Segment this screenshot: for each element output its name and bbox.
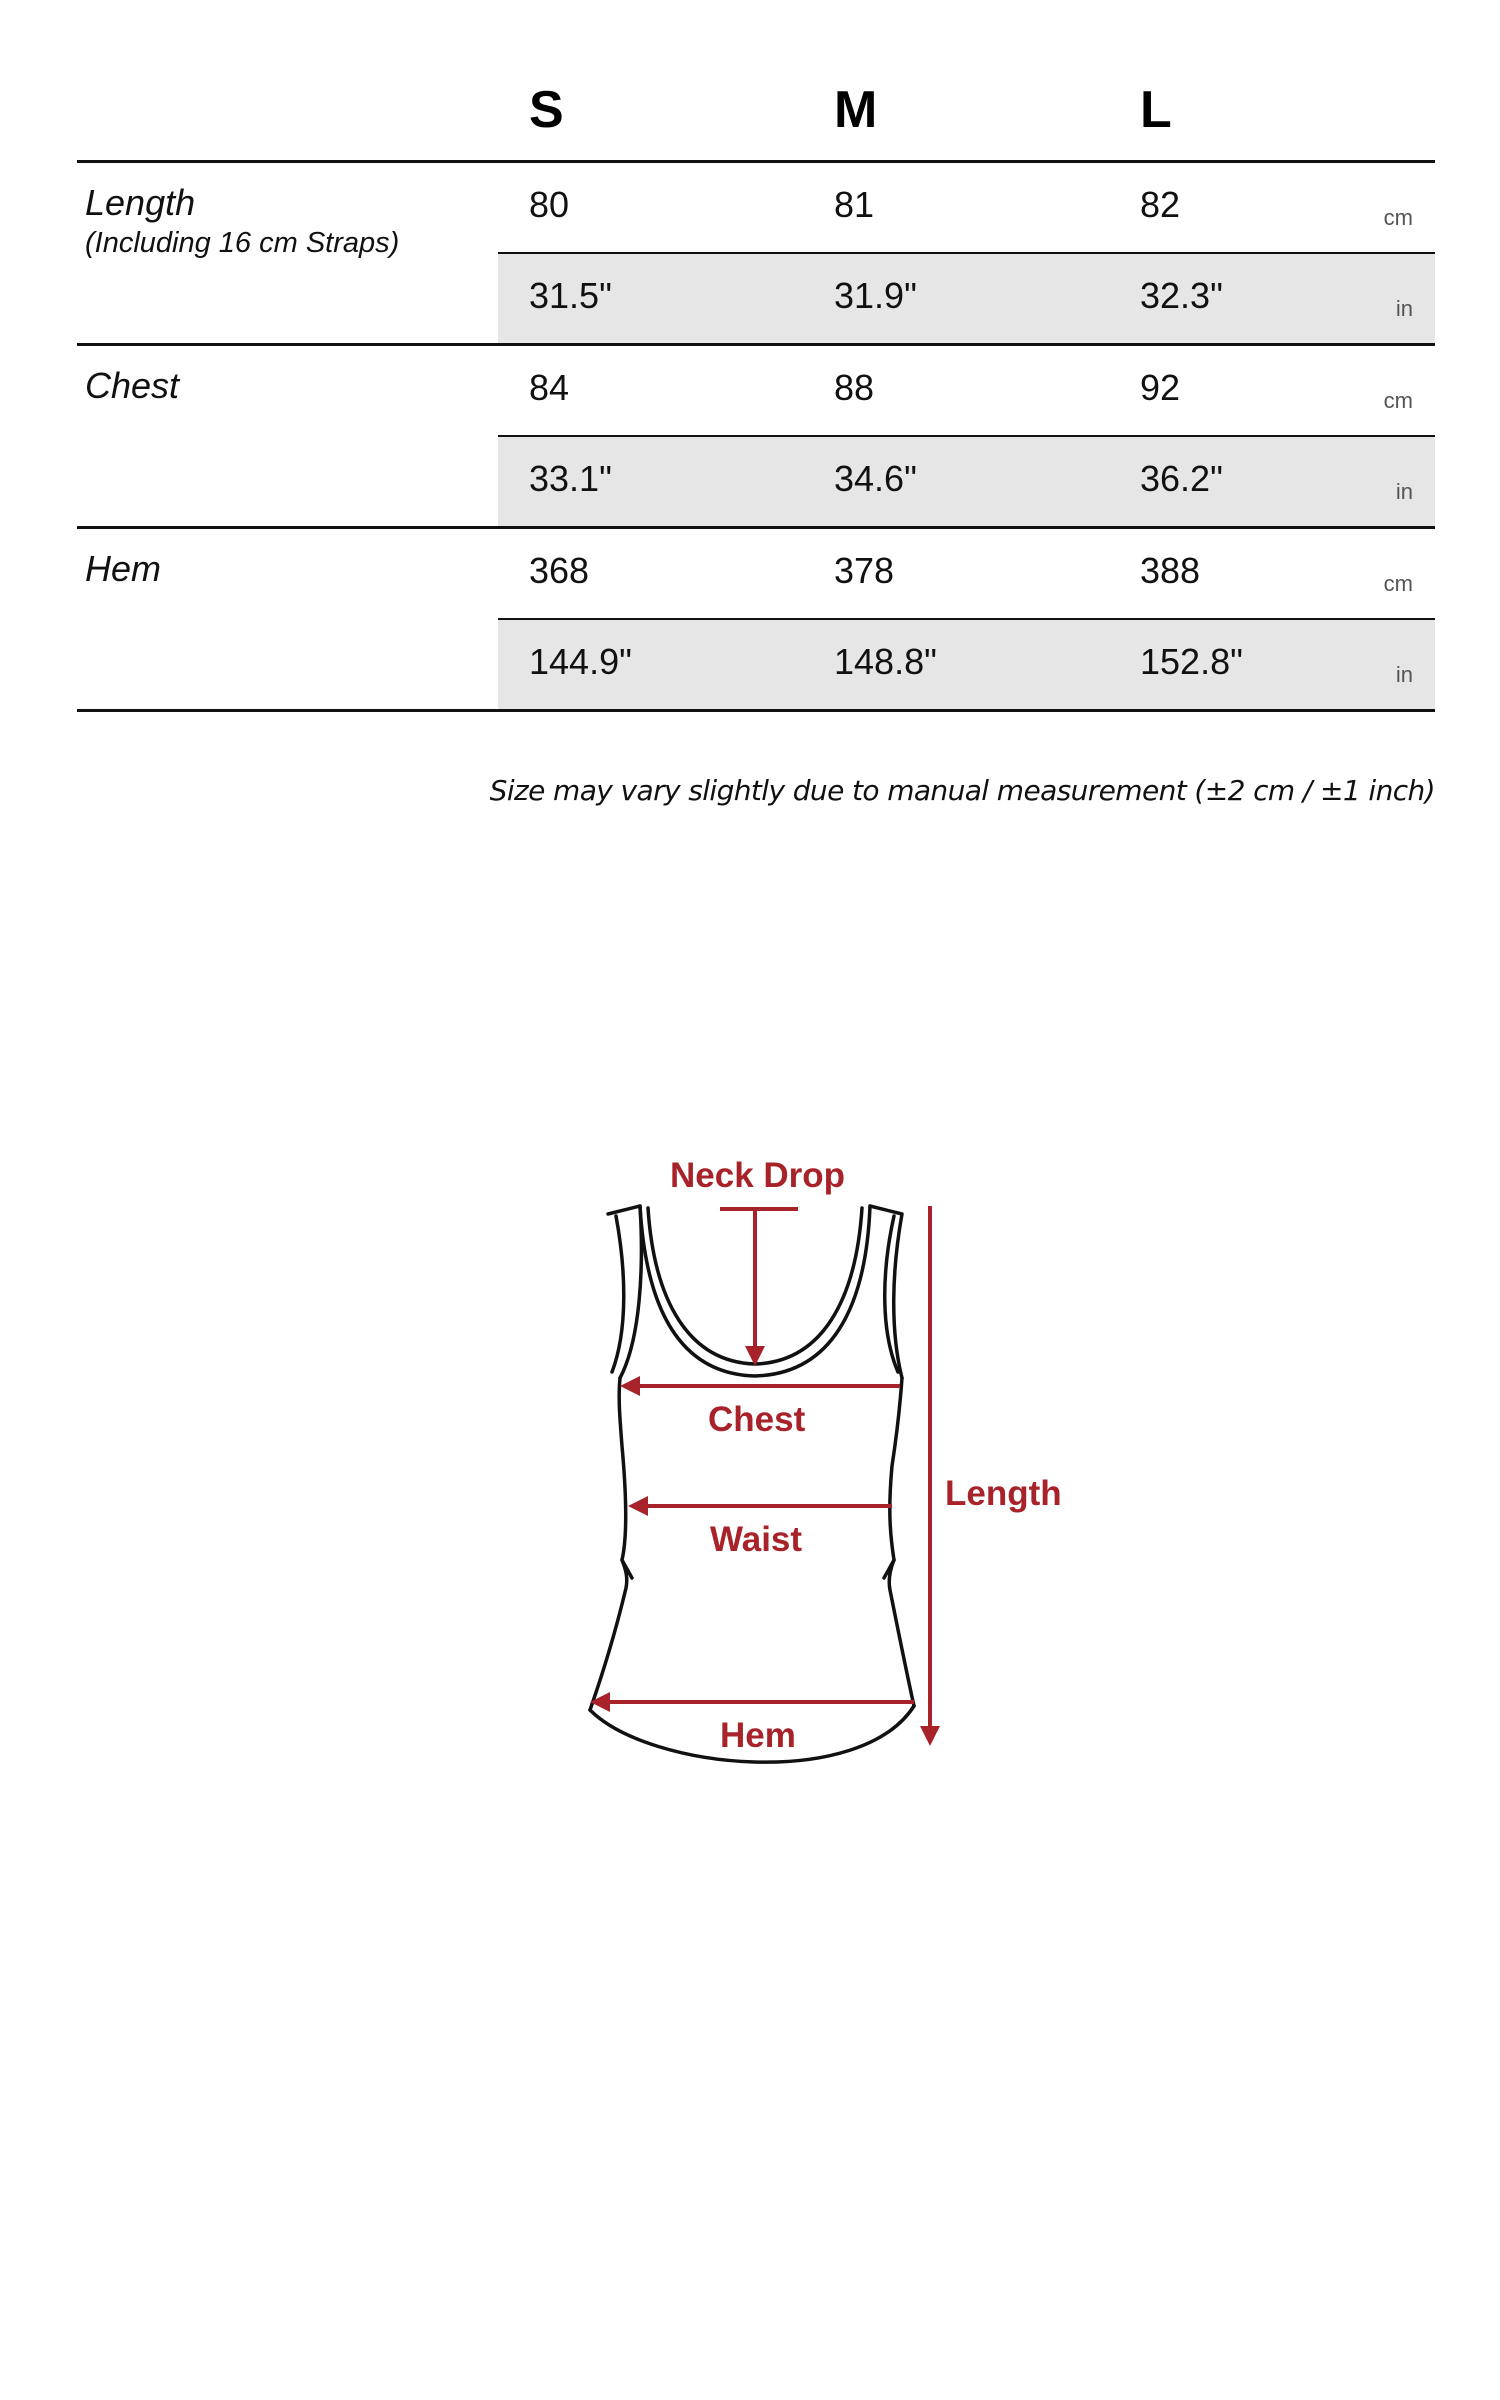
- value-in-s: 33.1": [529, 458, 612, 499]
- value-cm-m: 378: [834, 550, 895, 591]
- size-table: [77, 70, 1435, 807]
- value-in-m: 148.8": [834, 641, 937, 682]
- unit-in: in: [1395, 662, 1413, 687]
- cm-row: [498, 529, 1435, 621]
- value-cm-l: 92: [1140, 367, 1181, 408]
- measurement-arrows: [594, 1206, 930, 1742]
- value-cm-s: 368: [529, 550, 590, 591]
- value-in-m: 31.9": [834, 275, 917, 316]
- value-in-s: 31.5": [529, 275, 612, 316]
- value-cm-s: 84: [529, 367, 570, 408]
- value-cm-l: 82: [1140, 184, 1181, 225]
- measurement-disclaimer: Size may vary slightly due to manual measurement (±2 cm / ±1 inch): [489, 774, 1435, 807]
- cm-row: [498, 163, 1435, 255]
- neck-drop-label: Neck Drop: [670, 1156, 846, 1195]
- value-in-s: 144.9": [529, 641, 632, 682]
- value-in-l: 36.2": [1140, 458, 1223, 499]
- value-in-l: 152.8": [1140, 641, 1243, 682]
- measurement-hem: [77, 529, 1435, 712]
- in-row: [498, 437, 1435, 526]
- cm-row: [498, 346, 1435, 438]
- size-label-m: M: [834, 81, 878, 139]
- unit-cm: cm: [1383, 571, 1413, 596]
- size-header-row: [77, 70, 1435, 163]
- chest-label: Chest: [708, 1400, 806, 1439]
- value-cm-m: 81: [834, 184, 875, 225]
- unit-cm: cm: [1383, 205, 1413, 230]
- unit-in: in: [1395, 479, 1413, 504]
- in-row: [498, 254, 1435, 343]
- length-label: Length: [945, 1474, 1062, 1513]
- measurement-name: Length: [85, 182, 196, 223]
- value-in-m: 34.6": [834, 458, 917, 499]
- size-label-l: L: [1140, 81, 1172, 139]
- value-cm-l: 388: [1140, 550, 1201, 591]
- hem-label: Hem: [720, 1716, 796, 1755]
- measurement-chest: [77, 346, 1435, 529]
- unit-cm: cm: [1383, 388, 1413, 413]
- measurement-note: (Including 16 cm Straps): [85, 227, 400, 259]
- waist-label: Waist: [710, 1520, 803, 1559]
- tank-top-diagram: [560, 1150, 1080, 1770]
- value-cm-m: 88: [834, 367, 875, 408]
- unit-in: in: [1395, 296, 1413, 321]
- measurement-length: [77, 163, 1435, 346]
- value-cm-s: 80: [529, 184, 570, 225]
- measurement-name: Hem: [85, 548, 162, 589]
- measurement-name: Chest: [85, 365, 180, 406]
- tank-top-illustration: [560, 1150, 1080, 1770]
- size-label-s: S: [529, 81, 564, 139]
- value-in-l: 32.3": [1140, 275, 1223, 316]
- tank-top-outline: [590, 1206, 914, 1762]
- in-row: [498, 620, 1435, 709]
